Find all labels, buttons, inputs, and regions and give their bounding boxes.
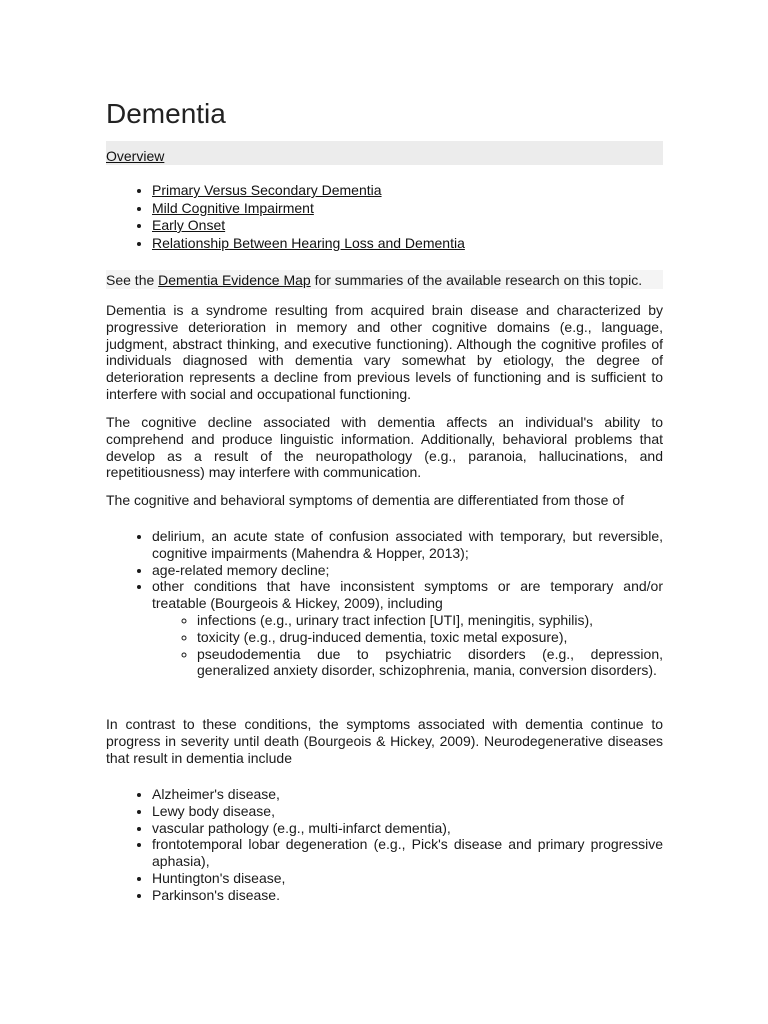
list-item-text: other conditions that have inconsistent symptoms or are temporary and/or treatable (Bourgeois & Hickey, 2009), including	[152, 578, 663, 612]
table-of-contents	[106, 182, 465, 252]
list-item: • Alzheimer's disease,	[152, 786, 663, 803]
evidence-map-note	[106, 270, 663, 289]
sublist-item: ◦ toxicity (e.g., drug-induced dementia, toxic metal exposure),	[197, 629, 663, 646]
list-item: • vascular pathology (e.g., multi-infarct dementia),	[152, 820, 663, 837]
list-item: • age-related memory decline;	[152, 562, 663, 579]
page-title: Dementia	[106, 98, 226, 129]
paragraph-neurodegenerative: In contrast to these conditions, the symptoms associated with dementia continue to progress in severity until death (Bourgeois & Hickey, 2009). Neurodegenerative diseases that result in dementia include	[106, 716, 663, 766]
paragraph-cognitive-decline: The cognitive decline associated with dementia affects an individual's ability to comprehend and produce linguistic information. Additionally, behavioral problems that develop as a result of the neuropathology (e.g., paranoia, hallucinations, and repetitiousness) may interfere with communication.	[106, 414, 663, 481]
list-item: • Lewy body disease,	[152, 803, 663, 820]
differential-list	[106, 528, 663, 679]
list-item: • Huntington's disease,	[152, 870, 663, 887]
list-item	[152, 578, 663, 679]
toc-item	[152, 182, 465, 200]
overview-link[interactable]: Overview	[106, 148, 165, 164]
overview-bar	[106, 141, 663, 165]
toc-item	[152, 217, 465, 235]
toc-link-early-onset[interactable]: Early Onset	[152, 217, 226, 233]
toc-link-hearing-loss[interactable]: Relationship Between Hearing Loss and Dementia	[152, 234, 465, 251]
sublist-item: ◦ infections (e.g., urinary tract infection [UTI], meningitis, syphilis),	[197, 612, 663, 629]
toc-item	[152, 235, 465, 253]
toc-link-mild-cognitive[interactable]: Mild Cognitive Impairment	[152, 199, 314, 216]
diseases-list	[106, 786, 663, 904]
paragraph-differentiated: The cognitive and behavioral symptoms of dementia are differentiated from those of	[106, 492, 625, 508]
differential-sublist	[152, 612, 663, 679]
toc-link-primary-secondary[interactable]: Primary Versus Secondary Dementia	[152, 182, 382, 198]
list-item: • delirium, an acute state of confusion associated with temporary, but reversible, cognitive impairments (Mahendra & Hopper, 2013);	[152, 528, 663, 562]
list-item: • frontotemporal lobar degeneration (e.g., Pick's disease and primary progressive aphasia),	[152, 836, 663, 870]
list-item: • Parkinson's disease.	[152, 887, 663, 904]
paragraph-definition: Dementia is a syndrome resulting from acquired brain disease and characterized by progressive deterioration in memory and other cognitive domains (e.g., language, judgment, abstract thinking, and executive functioning). Although the cognitive profiles of individuals diagnosed with dementia vary somewhat by etiology, the degree of deterioration represents a decline from previous levels of functioning and is sufficient to interfere with social and occupational functioning.	[106, 302, 663, 402]
evidence-prefix: See the	[106, 272, 159, 288]
evidence-suffix: for summaries of the available research on this topic.	[310, 272, 643, 288]
toc-item	[152, 200, 465, 218]
evidence-map-link[interactable]: Dementia Evidence Map	[158, 272, 311, 288]
sublist-item: ◦ pseudodementia due to psychiatric disorders (e.g., depression, generalized anxiety disorder, schizophrenia, mania, conversion disorders).	[197, 646, 663, 680]
